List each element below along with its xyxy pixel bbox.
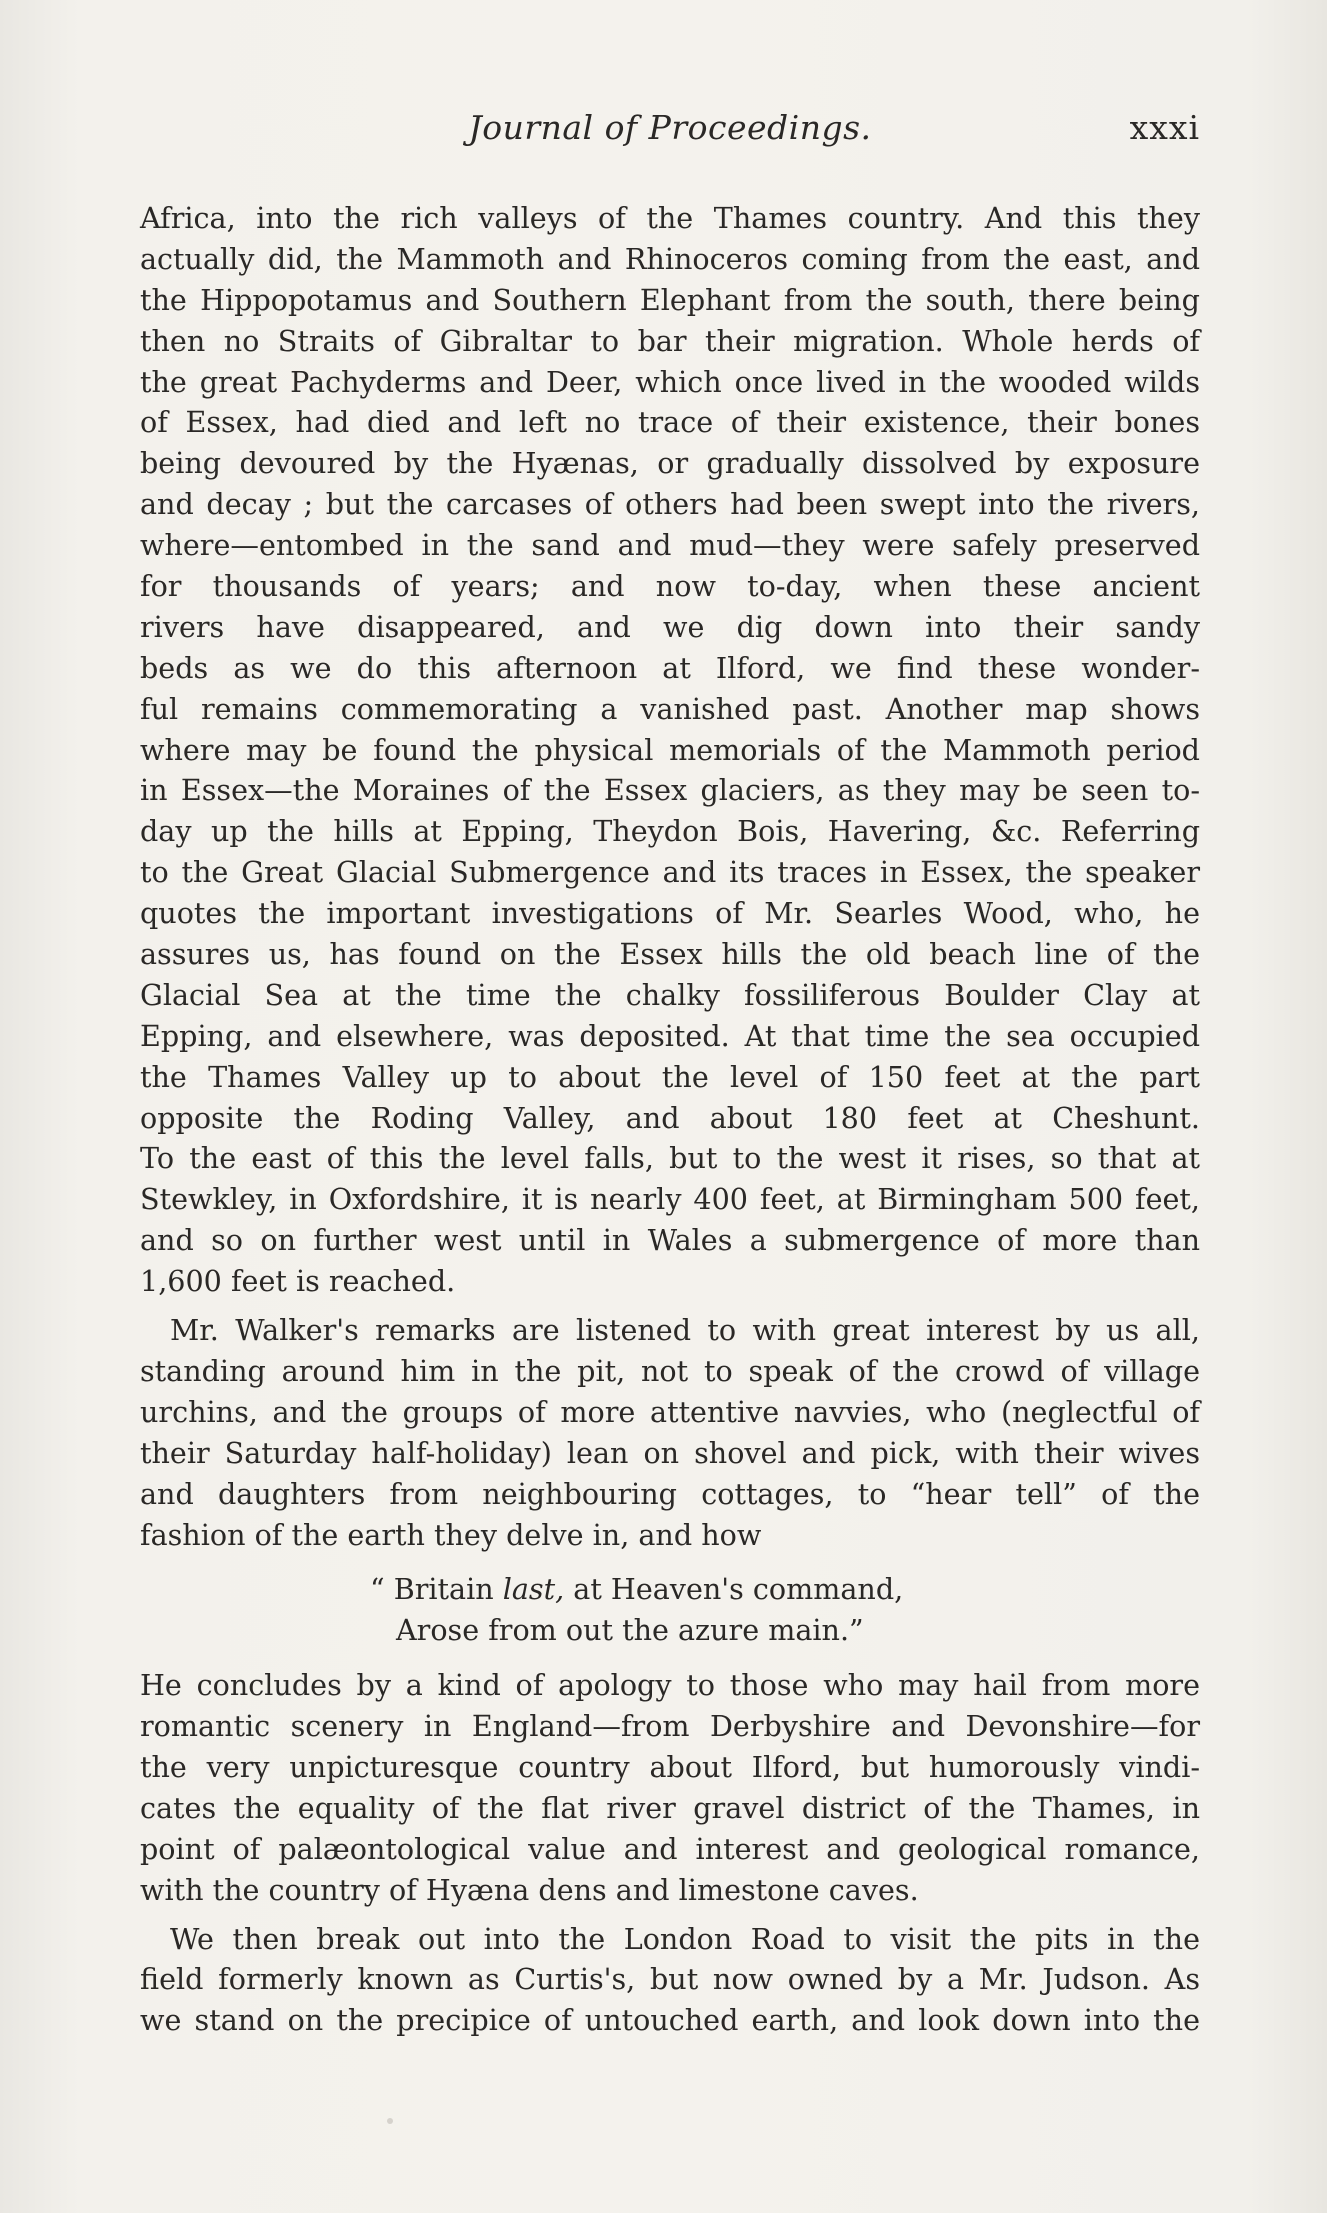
page-header <box>140 108 1200 158</box>
text-line: of Essex, had died and left no trace of their existence, their bones <box>140 405 1200 440</box>
text-line: Epping, and elsewhere, was deposited. At that time the sea occupied <box>140 1018 1200 1053</box>
paragraph-1 <box>140 198 1200 1302</box>
text-line: their Saturday half-holiday) lean on shovel and pick, with their wives <box>140 1435 1200 1470</box>
text-line: the Thames Valley up to about the level of 150 feet at the part <box>140 1059 1200 1094</box>
text-line: actually did, the Mammoth and Rhinoceros coming from the east, and <box>140 241 1200 276</box>
text-line: opposite the Roding Valley, and about 180 feet at Cheshunt. <box>140 1100 1200 1135</box>
text-line: cates the equality of the flat river gravel district of the Thames, in <box>140 1790 1200 1825</box>
text-line: fashion of the earth they delve in, and how <box>140 1517 762 1552</box>
text-line: with the country of Hyæna dens and limestone caves. <box>140 1872 919 1907</box>
text-line: and daughters from neighbouring cottages, to “hear tell” of the <box>140 1476 1200 1511</box>
paragraph-2 <box>140 1310 1200 1555</box>
text-line: where may be found the physical memorials of the Mammoth period <box>140 732 1200 767</box>
text-line: He concludes by a kind of apology to those who may hail from more <box>140 1668 1200 1703</box>
paragraph-3 <box>140 1665 1200 1910</box>
text-line: Mr. Walker's remarks are listened to with great interest by us all, <box>170 1313 1200 1348</box>
text-line: field formerly known as Curtis's, but now owned by a Mr. Judson. As <box>140 1962 1200 1997</box>
text-line: where—entombed in the sand and mud—they were safely preserved <box>140 528 1200 563</box>
text-line: for thousands of years; and now to-day, when these ancient <box>140 569 1200 604</box>
running-title: Journal of Proceedings. <box>468 108 872 147</box>
page-number: xxxi <box>1129 108 1200 147</box>
text-line: point of palæontological value and interest and geological romance, <box>140 1831 1200 1866</box>
text-line: day up the hills at Epping, Theydon Bois, Havering, &c. Referring <box>140 814 1200 849</box>
verse-quotation <box>140 1569 1200 1651</box>
text-line: we stand on the precipice of untouched earth, and look down into the <box>140 2003 1200 2038</box>
text-line: beds as we do this afternoon at Ilford, we find these wonder- <box>140 650 1200 685</box>
paper-speck <box>387 2118 393 2124</box>
text-line: assures us, has found on the Essex hills the old beach line of the <box>140 937 1200 972</box>
text-line: rivers have disappeared, and we dig down into their sandy <box>140 609 1200 644</box>
verse-line-2: Arose from out the azure main.” <box>396 1613 864 1648</box>
text-line: 1,600 feet is reached. <box>140 1264 456 1299</box>
text-line: Africa, into the rich valleys of the Thames country. And this they <box>140 201 1200 235</box>
text-line: We then break out into the London Road to visit the pits in the <box>170 1921 1200 1956</box>
text-line: the very unpicturesque country about Ilford, but humorously vindi- <box>140 1749 1200 1784</box>
text-line: then no Straits of Gibraltar to bar their migration. Whole herds of <box>140 323 1200 358</box>
text-line: and decay ; but the carcases of others had been swept into the rivers, <box>140 487 1200 522</box>
text-line: ful remains commemorating a vanished past. Another map shows <box>140 691 1200 726</box>
text-line: in Essex—the Moraines of the Essex glaciers, as they may be seen to- <box>140 773 1200 808</box>
verse-text: at Heaven's command, <box>564 1572 904 1607</box>
text-line: being devoured by the Hyænas, or gradually dissolved by exposure <box>140 446 1200 481</box>
text-line: and so on further west until in Wales a submergence of more than <box>140 1223 1200 1258</box>
text-line: Stewkley, in Oxfordshire, it is nearly 400 feet, at Birmingham 500 feet, <box>140 1182 1200 1217</box>
text-line: romantic scenery in England—from Derbyshire and Devonshire—for <box>140 1709 1200 1744</box>
text-line: Glacial Sea at the time the chalky fossiliferous Boulder Clay at <box>140 977 1200 1012</box>
text-line: quotes the important investigations of Mr. Searles Wood, who, he <box>140 896 1200 931</box>
text-line: standing around him in the pit, not to speak of the crowd of village <box>140 1353 1200 1388</box>
body-text <box>140 198 1200 2041</box>
verse-emphasis: last, <box>502 1572 565 1607</box>
verse-line-1 <box>140 1569 1200 1610</box>
text-line: to the Great Glacial Submergence and its traces in Essex, the speaker <box>140 855 1200 890</box>
paragraph-4 <box>140 1919 1200 2042</box>
text-line: the great Pachyderms and Deer, which once lived in the wooded wilds <box>140 364 1200 399</box>
verse-text: “ Britain <box>370 1572 503 1607</box>
text-line: To the east of this the level falls, but to the west it rises, so that at <box>140 1141 1200 1176</box>
text-line: urchins, and the groups of more attentive navvies, who (neglectful of <box>140 1394 1200 1429</box>
text-line: the Hippopotamus and Southern Elephant from the south, there being <box>140 282 1200 317</box>
